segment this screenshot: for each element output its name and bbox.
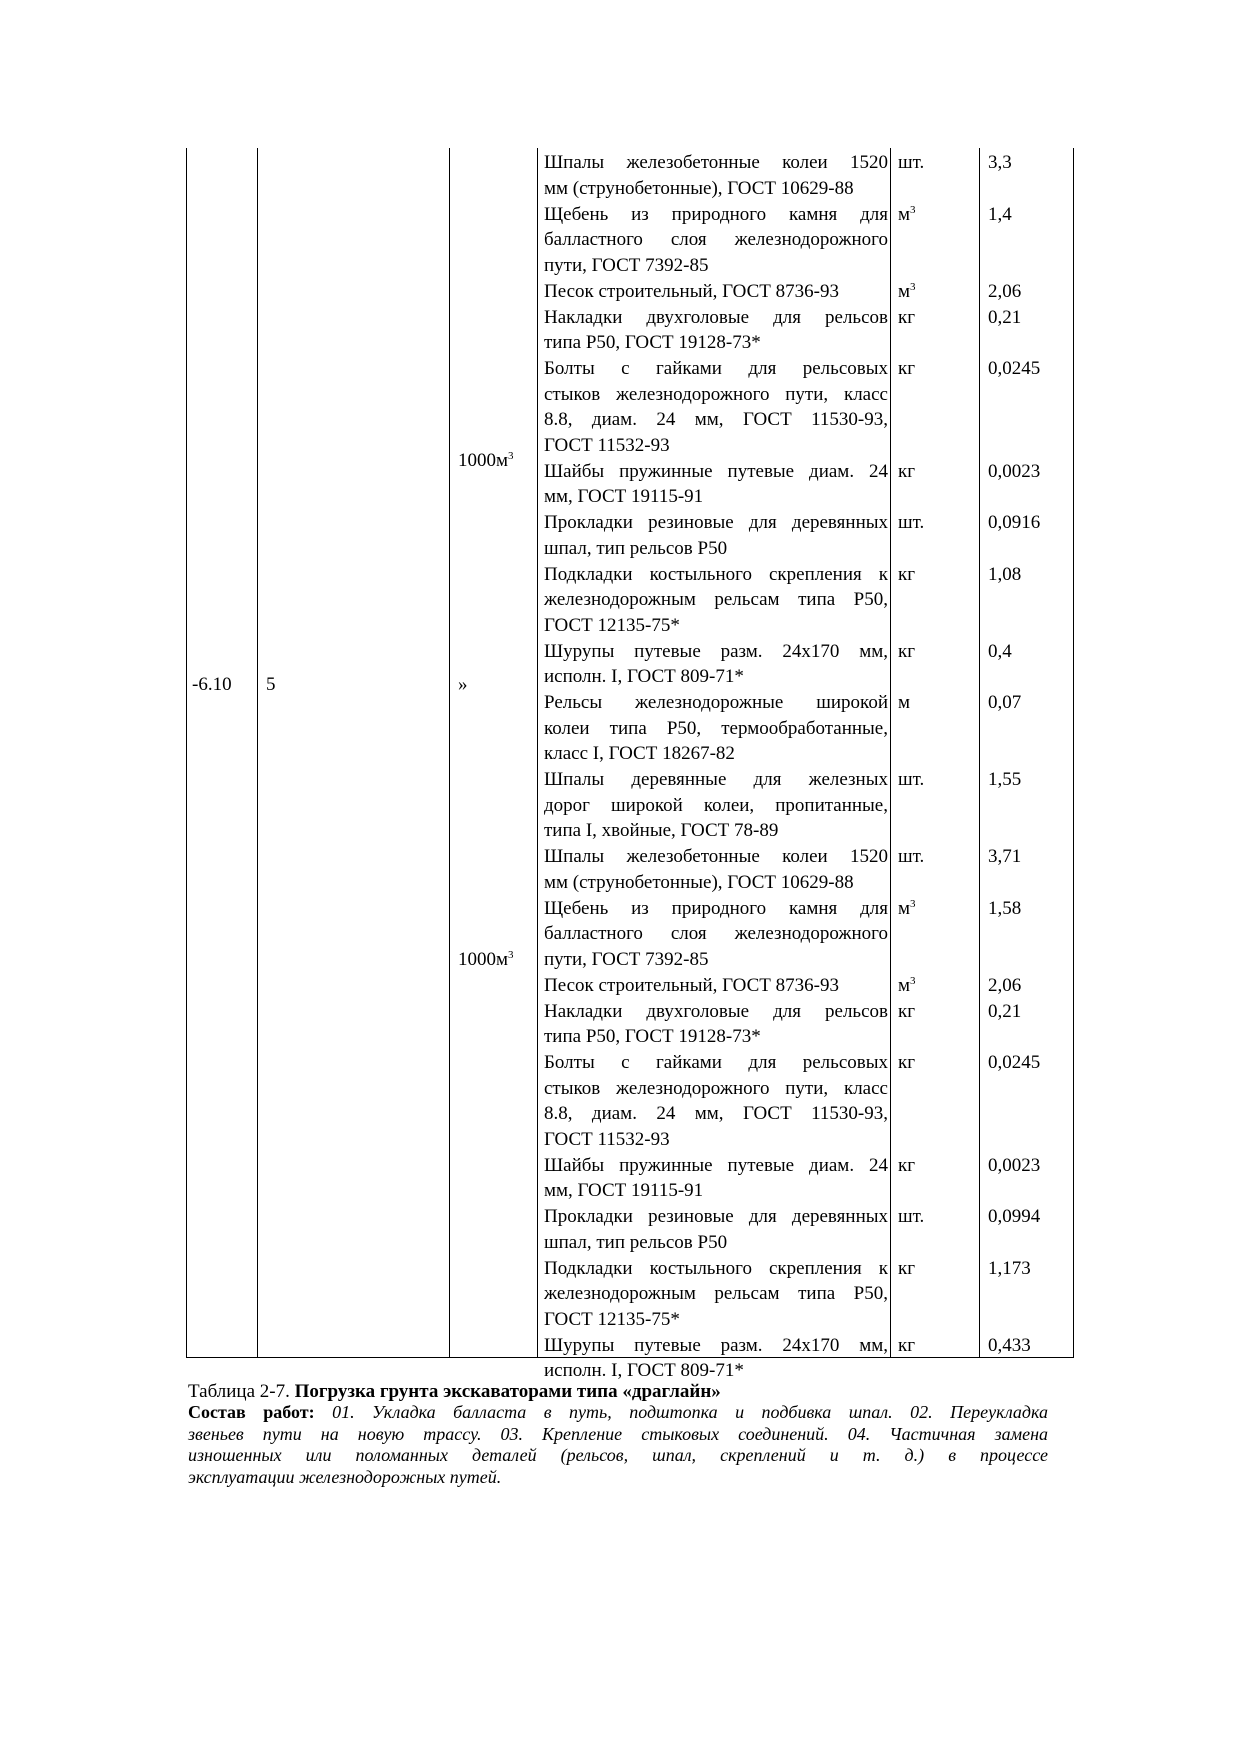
material-unit	[898, 1333, 915, 1359]
material-description	[544, 999, 888, 1050]
material-quantity: 1,55	[988, 769, 1022, 790]
material-unit-text: кг	[898, 1334, 916, 1356]
description-line: класс I, ГОСТ 18267-82	[544, 743, 735, 764]
description-line: 8.8, диам. 24 мм, ГОСТ 11530-93,	[544, 409, 888, 430]
material-quantity: 0,433	[988, 1334, 1031, 1356]
material-description	[544, 1333, 888, 1384]
material-unit	[898, 562, 915, 588]
material-unit	[898, 459, 915, 485]
table-border-right	[1073, 148, 1074, 1358]
material-unit	[898, 999, 915, 1025]
caption-prefix: Таблица 2-7.	[188, 1381, 295, 1402]
description-line: Накладки двухголовые для рельсов	[544, 1000, 888, 1022]
material-unit	[898, 1153, 915, 1179]
description-line: Подкладки костыльного скрепления к	[544, 563, 888, 585]
material-unit-text: м	[898, 974, 911, 996]
description-line: Шпалы железобетонные колеи 1520	[544, 846, 888, 867]
material-description	[544, 690, 888, 767]
description-line: балластного слоя железнодорожного	[544, 229, 888, 250]
description-line: пути, ГОСТ 7392-85	[544, 948, 709, 970]
column-divider	[257, 148, 258, 1358]
material-unit	[898, 305, 915, 331]
material-unit-text: кг	[898, 1257, 916, 1279]
description-line: Накладки двухголовые для рельсов	[544, 306, 888, 328]
material-unit	[898, 1256, 915, 1282]
description-line: балластного слоя железнодорожного	[544, 923, 888, 944]
description-line: ГОСТ 11532-93	[544, 434, 670, 456]
material-unit-text: шт.	[898, 512, 925, 533]
material-description	[544, 896, 888, 973]
description-line: Болты с гайками для рельсовых	[544, 1052, 888, 1073]
material-unit-text: шт.	[898, 1206, 925, 1227]
material-description	[544, 562, 888, 639]
description-line: исполн. I, ГОСТ 809-71*	[544, 1360, 744, 1381]
material-unit-sup: 3	[910, 280, 916, 293]
material-unit-text: кг	[898, 460, 916, 482]
material-unit	[898, 279, 916, 305]
column-divider	[449, 148, 450, 1358]
material-unit	[898, 844, 924, 870]
measure-unit-2-text: 1000м	[458, 949, 509, 970]
material-unit-sup: 3	[910, 203, 916, 216]
description-line: типа Р50, ГОСТ 19128-73*	[544, 1026, 761, 1047]
description-line: шпал, тип рельсов Р50	[544, 537, 728, 559]
works-line	[188, 1467, 1048, 1489]
column-divider	[890, 148, 891, 1358]
material-quantity: 1,4	[988, 203, 1012, 225]
material-quantity: 3,3	[988, 152, 1012, 173]
material-unit	[898, 510, 924, 536]
description-line: исполн. I, ГОСТ 809-71*	[544, 666, 744, 687]
description-line: Щебень из природного камня для	[544, 203, 888, 225]
works-line	[188, 1424, 1048, 1446]
material-quantity: 0,0245	[988, 358, 1041, 379]
material-unit-text: шт.	[898, 846, 925, 867]
description-line: пути, ГОСТ 7392-85	[544, 254, 709, 276]
description-line: Песок строительный, ГОСТ 8736-93	[544, 974, 839, 996]
material-unit-text: кг	[898, 1154, 916, 1176]
description-line: Песок строительный, ГОСТ 8736-93	[544, 280, 839, 302]
material-description	[544, 202, 888, 279]
material-unit-text: кг	[898, 640, 916, 662]
material-description	[544, 1256, 888, 1333]
material-unit-text: шт.	[898, 152, 925, 173]
material-description	[544, 973, 888, 999]
works-line-text: звеньев пути на новую трассу. 03. Крепление стыковых соединений. 04. Частичная замена	[188, 1423, 1048, 1444]
material-unit-text: кг	[898, 563, 916, 585]
material-unit	[898, 973, 916, 999]
material-quantity: 2,06	[988, 280, 1022, 302]
measure-unit-1	[458, 448, 514, 474]
material-unit-text: шт.	[898, 769, 925, 790]
material-quantity: 3,71	[988, 846, 1022, 867]
material-unit	[898, 356, 915, 382]
description-line: ГОСТ 11532-93	[544, 1128, 670, 1150]
description-line: шпал, тип рельсов Р50	[544, 1231, 728, 1253]
material-unit-sup: 3	[910, 974, 916, 987]
work-composition	[188, 1402, 1048, 1488]
description-line: типа I, хвойные, ГОСТ 78-89	[544, 820, 779, 841]
description-line: Рельсы железнодорожные широкой	[544, 692, 888, 713]
material-unit	[898, 1050, 915, 1076]
table-caption	[188, 1380, 1048, 1404]
material-description	[544, 844, 888, 895]
description-line: колеи типа Р50, термообработанные,	[544, 717, 888, 739]
material-description	[544, 639, 888, 690]
material-description	[544, 305, 888, 356]
material-quantity: 0,0994	[988, 1206, 1041, 1227]
description-line: железнодорожным рельсам типа Р50,	[544, 589, 888, 610]
works-line-text: изношенных или поломанных деталей (рельсов, шпал, скреплений и т. д.) в процессе	[188, 1445, 1048, 1465]
material-unit-text: м	[898, 692, 911, 713]
works-line-text: 01. Укладка балласта в путь, подштопка и подбивка шпал. 02. Переукладка	[314, 1402, 1048, 1422]
material-unit-text: м	[898, 280, 911, 302]
caption-title: Погрузка грунта экскаваторами типа «драглайн»	[294, 1381, 721, 1402]
table-border-left	[186, 148, 187, 1358]
measure-unit-2-sup: 3	[508, 949, 514, 961]
description-line: Шурупы путевые разм. 24х170 мм,	[544, 1334, 888, 1356]
description-line: стыков железнодорожного пути, класс	[544, 383, 888, 405]
description-line: Подкладки костыльного скрепления к	[544, 1257, 888, 1279]
material-description	[544, 150, 888, 201]
material-description	[544, 459, 888, 510]
material-unit	[898, 690, 910, 716]
description-line: Прокладки резиновые для деревянных	[544, 1206, 888, 1227]
material-unit-text: кг	[898, 1052, 916, 1073]
material-description	[544, 356, 888, 458]
material-description	[544, 510, 888, 561]
norm-number: 5	[266, 674, 276, 695]
material-unit	[898, 202, 916, 228]
norm-code: -6.10	[192, 674, 232, 695]
material-quantity: 0,4	[988, 640, 1012, 662]
material-unit	[898, 639, 915, 665]
material-quantity: 0,07	[988, 692, 1022, 713]
material-quantity: 1,173	[988, 1257, 1031, 1279]
ditto-mark: »	[458, 674, 468, 695]
description-line: Прокладки резиновые для деревянных	[544, 512, 888, 533]
material-unit	[898, 1204, 924, 1230]
measure-unit-2	[458, 947, 514, 973]
description-line: Шурупы путевые разм. 24х170 мм,	[544, 640, 888, 662]
material-unit	[898, 896, 916, 922]
material-quantity: 0,0245	[988, 1052, 1041, 1073]
material-unit-text: м	[898, 897, 911, 919]
material-quantity: 0,21	[988, 306, 1022, 328]
column-divider	[979, 148, 980, 1358]
description-line: дорог широкой колеи, пропитанные,	[544, 794, 888, 816]
description-line: Шпалы железобетонные колеи 1520	[544, 152, 888, 173]
description-line: мм (струнобетонные), ГОСТ 10629-88	[544, 871, 854, 893]
description-line: Болты с гайками для рельсовых	[544, 358, 888, 379]
material-unit	[898, 767, 924, 793]
description-line: железнодорожным рельсам типа Р50,	[544, 1283, 888, 1304]
material-description	[544, 767, 888, 844]
measure-unit-1-sup: 3	[508, 450, 514, 462]
material-quantity: 0,0023	[988, 460, 1041, 482]
works-line-text: эксплуатации железнодорожных путей.	[188, 1466, 502, 1487]
description-line: 8.8, диам. 24 мм, ГОСТ 11530-93,	[544, 1103, 888, 1124]
material-quantity: 2,06	[988, 974, 1022, 996]
description-line: мм (струнобетонные), ГОСТ 10629-88	[544, 177, 854, 199]
material-unit-text: кг	[898, 306, 916, 328]
material-unit-text: кг	[898, 1000, 916, 1022]
material-quantity: 0,21	[988, 1000, 1022, 1022]
description-line: стыков железнодорожного пути, класс	[544, 1077, 888, 1099]
description-line: Шайбы пружинные путевые диам. 24	[544, 1154, 888, 1176]
material-quantity: 1,58	[988, 897, 1022, 919]
description-line: Шпалы деревянные для железных	[544, 769, 888, 790]
material-description	[544, 1204, 888, 1255]
works-line	[188, 1402, 1048, 1424]
works-label: Состав работ:	[188, 1402, 315, 1422]
works-line	[188, 1445, 1048, 1467]
material-quantity: 1,08	[988, 563, 1022, 585]
material-unit-sup: 3	[910, 897, 916, 910]
column-divider	[537, 148, 538, 1358]
material-unit-text: м	[898, 203, 911, 225]
material-quantity: 0,0023	[988, 1154, 1041, 1176]
description-line: Шайбы пружинные путевые диам. 24	[544, 460, 888, 482]
description-line: мм, ГОСТ 19115-91	[544, 486, 704, 507]
material-description	[544, 1153, 888, 1204]
material-quantity: 0,0916	[988, 512, 1041, 533]
material-unit-text: кг	[898, 358, 916, 379]
measure-unit-1-text: 1000м	[458, 450, 509, 471]
material-unit	[898, 150, 924, 176]
description-line: ГОСТ 12135-75*	[544, 614, 680, 636]
material-description	[544, 279, 888, 305]
description-line: ГОСТ 12135-75*	[544, 1308, 680, 1330]
material-description	[544, 1050, 888, 1152]
description-line: мм, ГОСТ 19115-91	[544, 1180, 704, 1201]
description-line: типа Р50, ГОСТ 19128-73*	[544, 332, 761, 353]
description-line: Щебень из природного камня для	[544, 897, 888, 919]
